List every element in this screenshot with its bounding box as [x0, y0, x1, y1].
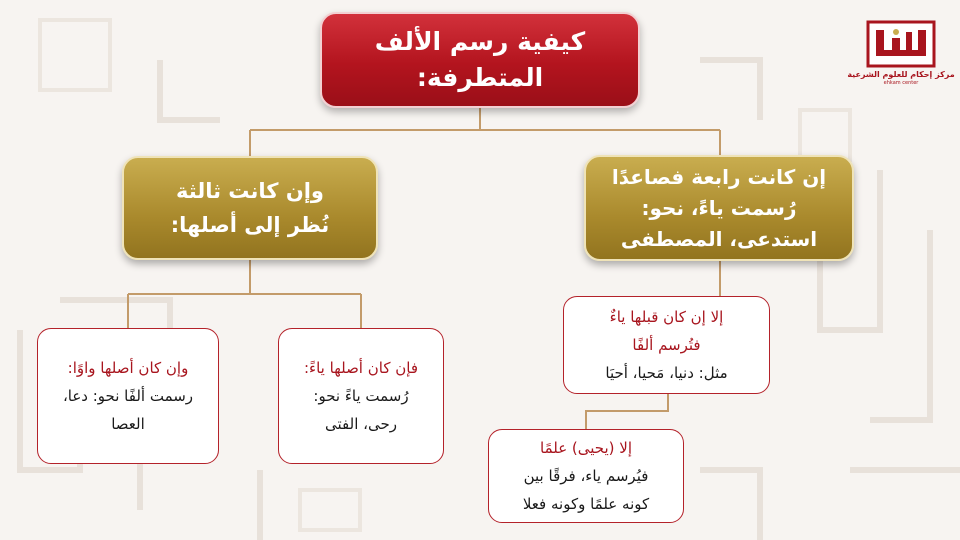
connector-left-to-cards	[128, 260, 361, 328]
card-exception-yahya	[488, 429, 684, 523]
card-waw-heading: وإن كان أصلها واوًا:	[67, 359, 189, 377]
card-except-example: مثل: دنيا، مَحيا، أحيَا	[605, 364, 728, 382]
card-except-heading-1: إلا إن كان قبلها ياءٌ	[609, 308, 724, 326]
title-line-1: كيفية رسم الألف	[374, 27, 586, 56]
logo-mark	[866, 20, 936, 68]
title-box	[320, 12, 640, 108]
branch-right-line-3: استدعى، المصطفى	[620, 226, 818, 251]
logo-subtitle: مركز إحكام للعلوم الشرعية	[847, 70, 955, 79]
branch-left-line-1: وإن كانت ثالثة	[176, 179, 324, 203]
connector-title-to-branches	[250, 108, 720, 156]
card-waw-line-1: رسمت ألفًا نحو: دعا،	[62, 387, 194, 405]
card-origin-waw	[37, 328, 219, 464]
branch-third	[122, 156, 378, 260]
card-yahya-heading: إلا (يحيى) علمًا	[540, 439, 633, 457]
card-yahya-line-1: فيُرسم ياء، فرقًا بين	[523, 467, 649, 485]
title-line-2: المتطرفة:	[416, 63, 544, 92]
ehkam-logo	[847, 20, 955, 92]
card-yahya-line-2: كونه علمًا وكونه فعلا	[522, 495, 650, 513]
branch-right-line-2: رُسمت ياءً، نحو:	[641, 195, 797, 220]
branch-fourth-or-more	[584, 155, 854, 261]
card-origin-ya	[278, 328, 444, 464]
card-ya-line-2: رحى، الفتى	[325, 415, 397, 433]
card-ya-heading: فإن كان أصلها ياءً:	[304, 359, 418, 377]
branch-left-line-2: نُظر إلى أصلها:	[170, 213, 330, 237]
card-exception-ya-before	[563, 296, 770, 394]
card-ya-line-1: رُسمت ياءً نحو:	[313, 387, 409, 405]
connector-except-to-yahya	[586, 394, 668, 429]
card-waw-line-2: العصا	[111, 415, 145, 433]
card-except-heading-2: فتُرسم ألفًا	[632, 336, 701, 354]
branch-right-line-1: إن كانت رابعة فصاعدًا	[611, 164, 827, 189]
logo-tagline: ehkam center	[883, 80, 919, 86]
